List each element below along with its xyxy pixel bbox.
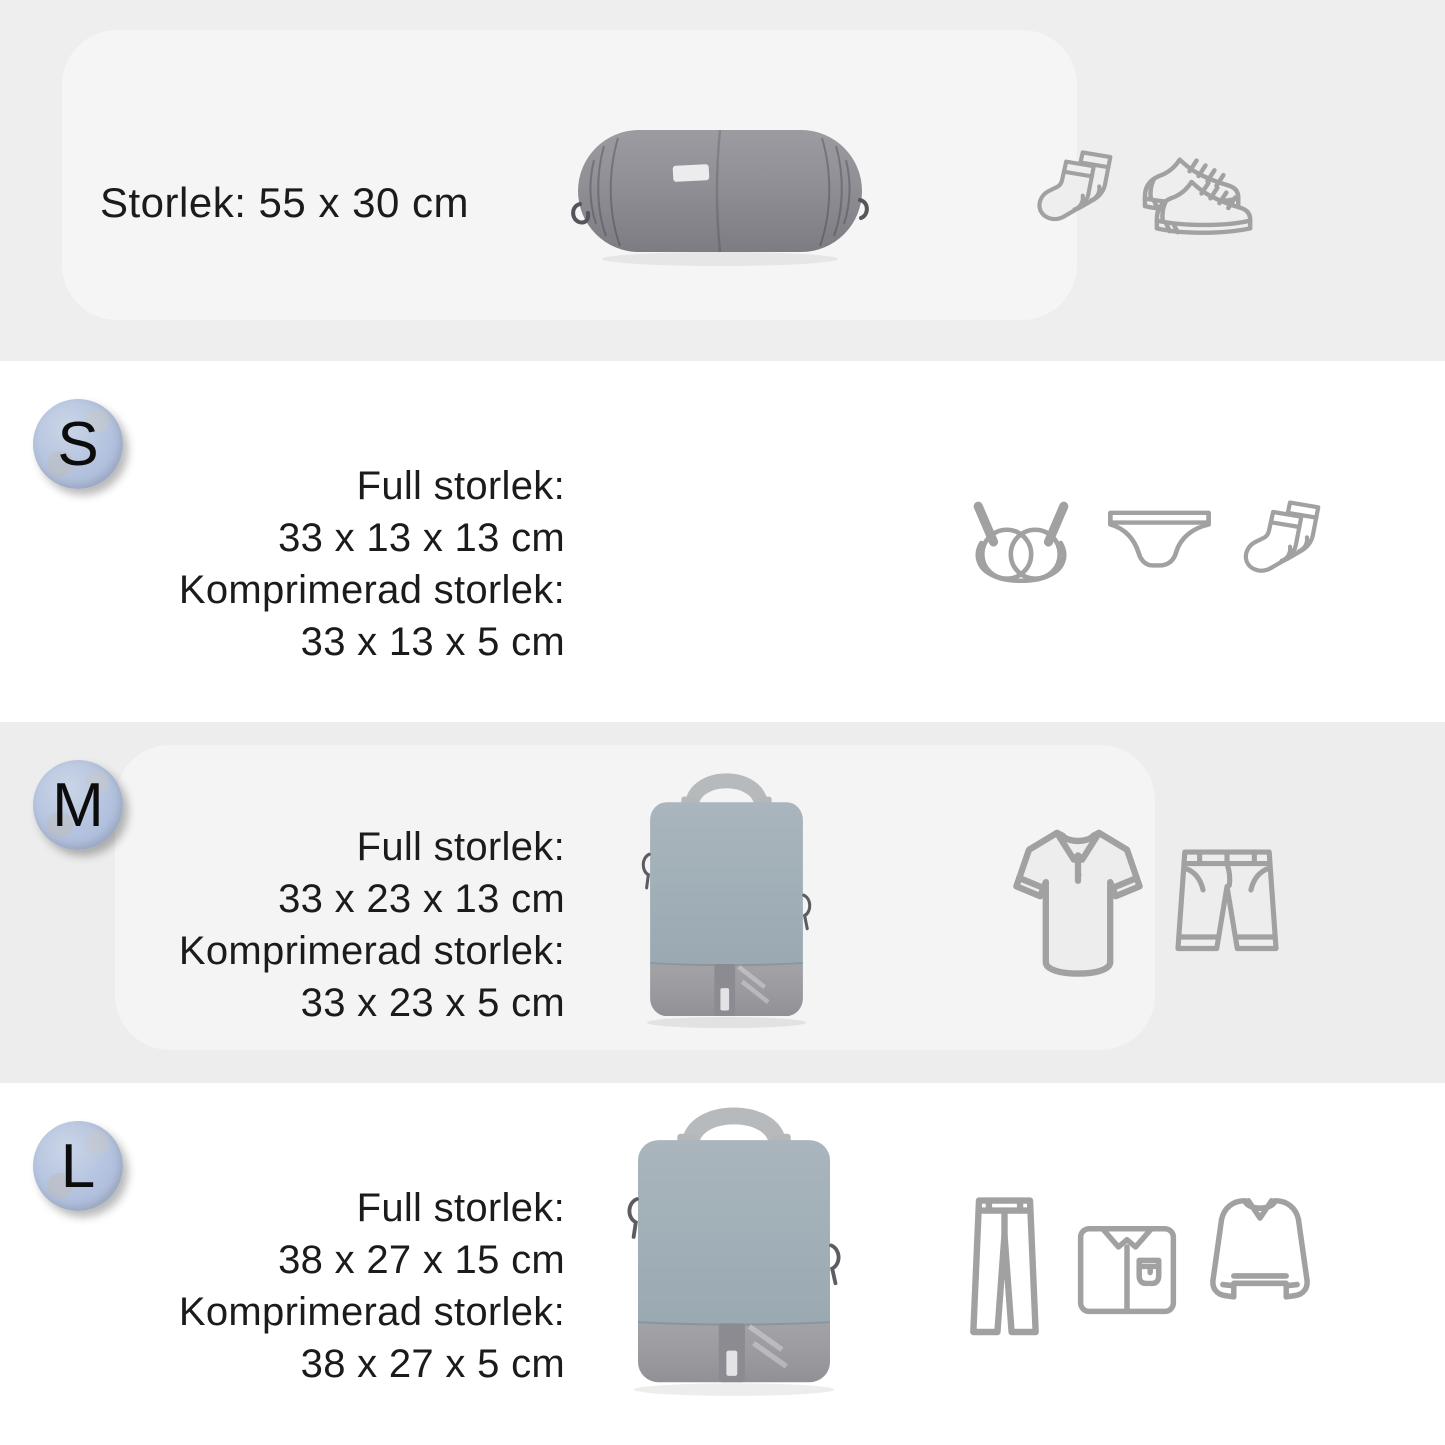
medium-size-text (179, 821, 565, 1029)
full-size-value: 38 x 27 x 15 cm (278, 1238, 565, 1282)
packing-cube-large-image (614, 1098, 854, 1398)
compressed-size-label: Komprimerad storlek: (178, 568, 565, 612)
sweater-icon (1196, 1186, 1324, 1340)
size-row-small (0, 361, 1445, 722)
rolled-duffel-bag-image (570, 120, 870, 270)
full-size-label: Full storlek: (356, 464, 565, 508)
size-row-medium (0, 722, 1445, 1083)
compressed-size-label: Komprimerad storlek: (178, 1290, 565, 1334)
size-badge-l: L (33, 1121, 123, 1211)
packing-cube-medium-image (631, 765, 822, 1030)
full-size-value: 33 x 13 x 13 cm (278, 516, 565, 560)
size-badge-m: M (33, 760, 123, 850)
small-size-text (179, 460, 565, 668)
bra-icon (965, 492, 1077, 594)
pants-icon (962, 1192, 1047, 1342)
briefs-icon (1102, 505, 1217, 583)
socks-icon (1022, 146, 1114, 238)
socks-icon (1228, 496, 1322, 590)
full-size-label: Full storlek: (356, 1186, 565, 1230)
sneakers-icon (1138, 148, 1272, 240)
compressed-size-value: 33 x 23 x 5 cm (300, 981, 565, 1025)
size-badge-s: S (33, 399, 123, 489)
full-size-value: 33 x 23 x 13 cm (278, 877, 565, 921)
size-row-large (0, 1083, 1445, 1445)
dress-shirt-icon (1066, 1202, 1188, 1326)
polo-shirt-icon (1008, 816, 1148, 982)
full-size-label: Full storlek: (356, 825, 565, 869)
shorts-icon (1170, 836, 1284, 968)
compressed-size-value: 33 x 13 x 5 cm (300, 620, 565, 664)
size-row-roll-bag (0, 0, 1445, 361)
compressed-size-value: 38 x 27 x 5 cm (300, 1342, 565, 1386)
compressed-size-label: Komprimerad storlek: (178, 929, 565, 973)
roll-bag-size-label: Storlek: 55 x 30 cm (100, 179, 469, 226)
large-size-text (179, 1182, 565, 1390)
